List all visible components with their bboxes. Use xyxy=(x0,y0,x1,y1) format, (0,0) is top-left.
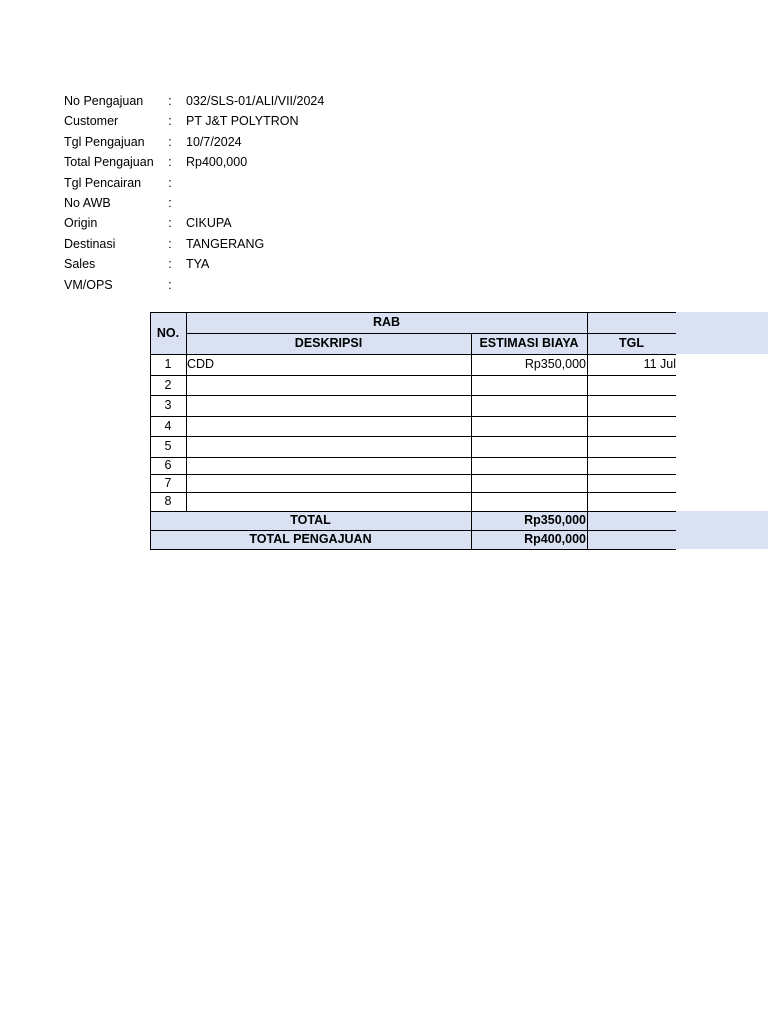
header-no: NO. xyxy=(156,325,180,340)
field-colon: : xyxy=(168,94,172,108)
row-deskripsi: CDD xyxy=(187,357,215,372)
field-label: Customer xyxy=(64,114,119,129)
field-destinasi xyxy=(64,234,386,254)
field-value: TANGERANG xyxy=(186,236,265,251)
header-estimasi-biaya: ESTIMASI BIAYA xyxy=(479,336,579,351)
field-label: Total Pengajuan xyxy=(64,155,154,170)
grid-line xyxy=(150,436,676,437)
row-tgl: 11 Jul xyxy=(643,357,676,372)
row-no: 3 xyxy=(164,398,172,413)
grid-line xyxy=(150,395,676,396)
grid-line xyxy=(150,492,676,493)
row-no: 5 xyxy=(164,439,172,454)
field-label: No AWB xyxy=(64,195,111,210)
field-value: Rp400,000 xyxy=(186,155,248,170)
field-value xyxy=(186,275,386,295)
field-value: CIKUPA xyxy=(186,216,232,231)
field-total-pengajuan xyxy=(64,152,386,172)
row-no: 6 xyxy=(164,458,172,473)
field-label: Tgl Pencairan xyxy=(64,175,142,190)
field-customer xyxy=(64,111,386,131)
field-colon: : xyxy=(168,114,172,129)
grid-line xyxy=(150,549,676,550)
row-no: 1 xyxy=(164,357,172,372)
field-colon: : xyxy=(168,134,172,149)
field-no-awb xyxy=(64,193,386,213)
field-label: No Pengajuan xyxy=(64,94,144,108)
total-value: Rp350,000 xyxy=(524,513,586,528)
header-tgl: TGL xyxy=(619,336,644,351)
field-label: Origin xyxy=(64,216,98,231)
field-value: TYA xyxy=(186,257,210,272)
field-value: 032/SLS-01/ALI/VII/2024 xyxy=(186,94,325,108)
field-no-pengajuan xyxy=(64,91,386,111)
grid-line xyxy=(150,416,676,417)
field-colon: : xyxy=(168,195,172,210)
field-label: VM/OPS xyxy=(64,277,113,292)
field-origin xyxy=(64,213,386,233)
field-value: PT J&T POLYTRON xyxy=(186,114,299,129)
grid-line xyxy=(150,457,676,458)
field-vm-ops xyxy=(64,275,386,295)
row-no: 4 xyxy=(164,418,172,433)
field-value: 10/7/2024 xyxy=(186,134,242,149)
row-no: 7 xyxy=(164,475,172,490)
row-no: 8 xyxy=(164,494,172,509)
field-colon: : xyxy=(168,236,172,251)
grid-line xyxy=(150,375,676,376)
field-label: Destinasi xyxy=(64,236,116,251)
field-colon: : xyxy=(168,277,172,292)
header-deskripsi: DESKRIPSI xyxy=(294,336,363,351)
row-estimasi: Rp350,000 xyxy=(524,357,586,372)
total-pengajuan-label: TOTAL PENGAJUAN xyxy=(249,532,372,547)
field-value xyxy=(186,193,386,213)
field-label: Tgl Pengajuan xyxy=(64,134,145,149)
submission-info xyxy=(64,91,386,295)
field-colon: : xyxy=(168,216,172,231)
field-value xyxy=(186,173,386,193)
field-label: Sales xyxy=(64,257,96,272)
rab-table xyxy=(150,312,768,550)
row-no: 2 xyxy=(164,377,172,392)
field-tgl-pencairan xyxy=(64,173,386,193)
total-label: TOTAL xyxy=(290,513,331,528)
total-pengajuan-value: Rp400,000 xyxy=(524,532,586,547)
grid-line xyxy=(150,474,676,475)
header-rab: RAB xyxy=(372,315,401,330)
field-sales xyxy=(64,254,386,274)
field-colon: : xyxy=(168,257,172,272)
field-colon: : xyxy=(168,175,172,190)
field-tgl-pengajuan xyxy=(64,132,386,152)
field-colon: : xyxy=(168,155,172,170)
